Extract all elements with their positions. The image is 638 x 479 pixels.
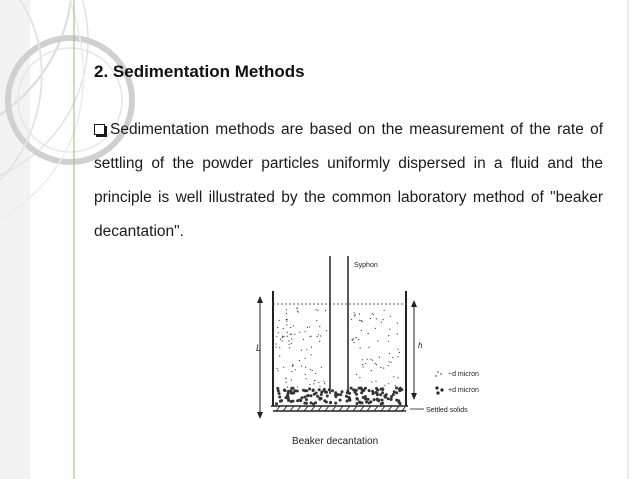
particle: [383, 319, 384, 320]
particle: [312, 389, 315, 392]
particle: [354, 312, 355, 313]
particle: [398, 356, 399, 357]
legend-small-label: ~d micron: [448, 371, 479, 378]
particle: [390, 398, 393, 401]
particle: [277, 389, 280, 392]
particle: [303, 402, 306, 405]
particle: [399, 352, 400, 353]
particle: [395, 385, 396, 386]
height-label: h: [418, 341, 423, 350]
particle: [324, 383, 325, 384]
particle: [292, 391, 295, 394]
particle: [275, 402, 278, 405]
particle: [334, 391, 337, 394]
particle: [286, 324, 287, 325]
particle: [297, 386, 298, 387]
particle: [321, 367, 322, 368]
particle: [294, 334, 295, 335]
particle: [282, 340, 283, 341]
particle: [310, 401, 313, 404]
particle: [289, 389, 292, 392]
particle: [287, 392, 290, 395]
particle: [348, 392, 351, 395]
particle: [317, 336, 318, 337]
particle: [354, 315, 355, 316]
particle: [346, 389, 349, 392]
particle: [305, 331, 306, 332]
particle: [359, 320, 360, 321]
particle: [316, 320, 317, 321]
particle: [373, 398, 376, 401]
particle: [352, 339, 353, 340]
particle: [305, 367, 306, 368]
particle: [306, 349, 307, 350]
particle: [292, 365, 293, 366]
particle: [316, 395, 319, 398]
arrow-up-icon: [411, 300, 417, 307]
particle: [383, 395, 386, 398]
particle: [301, 366, 302, 367]
particle: [398, 389, 401, 392]
particle: [395, 399, 398, 402]
particle: [325, 391, 328, 394]
particle: [310, 369, 311, 370]
particle: [315, 373, 316, 374]
particle: [356, 398, 359, 401]
particle: [306, 394, 309, 397]
particle: [289, 344, 290, 345]
particle: [291, 371, 292, 372]
particle: [355, 402, 358, 405]
particle: [372, 392, 375, 395]
particle: [392, 393, 395, 396]
particle: [307, 327, 308, 328]
particle: [283, 389, 286, 392]
particle: [299, 332, 300, 333]
particle: [314, 380, 315, 381]
particle: [278, 396, 281, 399]
particle: [279, 400, 282, 403]
particle: [319, 386, 320, 387]
particle: [323, 381, 324, 382]
particle: [296, 390, 299, 393]
particle: [288, 340, 289, 341]
particle: [305, 358, 306, 359]
particle: [375, 381, 376, 382]
particle: [326, 395, 329, 398]
particle: [389, 353, 390, 354]
particle: [305, 398, 308, 401]
particle: [303, 339, 304, 340]
particle: [284, 336, 285, 337]
particle: [276, 336, 277, 337]
particle: [350, 387, 353, 390]
particle: [282, 337, 283, 338]
particle: [380, 367, 381, 368]
particle: [362, 364, 363, 365]
particle: [384, 385, 385, 386]
particle: [311, 336, 312, 337]
particle: [355, 314, 356, 315]
particle: [390, 316, 391, 317]
particle: [275, 343, 276, 344]
particle: [395, 387, 398, 390]
particle: [377, 340, 378, 341]
particle: [389, 329, 390, 330]
particle: [311, 347, 312, 348]
particle: [319, 326, 320, 327]
particle: [326, 330, 327, 331]
particle: [375, 363, 376, 364]
particle: [371, 381, 372, 382]
particle: [358, 339, 359, 340]
particle: [339, 393, 342, 396]
particle: [341, 390, 344, 393]
particle: [325, 310, 326, 311]
particle: [309, 336, 310, 337]
particle: [351, 319, 352, 320]
particle: [359, 377, 360, 378]
particle: [361, 401, 364, 404]
particle: [280, 339, 281, 340]
particle: [308, 387, 311, 390]
particle: [290, 327, 291, 328]
particle: [375, 387, 378, 390]
particle: [362, 359, 363, 360]
particle: [376, 364, 377, 365]
particle: [291, 343, 292, 344]
particle: [328, 388, 331, 391]
particle: [365, 401, 368, 404]
particle: [397, 323, 398, 324]
particle: [277, 327, 278, 328]
particle: [318, 334, 319, 335]
particle: [285, 378, 286, 379]
particle: [397, 377, 398, 378]
particle: [276, 387, 279, 390]
particle: [305, 389, 308, 392]
particle: [278, 332, 279, 333]
particle: [286, 321, 287, 322]
particle: [287, 332, 288, 333]
length-label: L: [256, 343, 262, 353]
particle: [295, 369, 296, 370]
particle: [283, 328, 284, 329]
particle: [290, 387, 293, 390]
particle: [299, 360, 300, 361]
particle: [300, 396, 303, 399]
particle: [379, 388, 382, 391]
particle: [279, 355, 280, 356]
particle: [320, 335, 321, 336]
particle: [395, 391, 398, 394]
particle: [376, 398, 379, 401]
particle: [373, 314, 374, 315]
particle: [318, 388, 321, 391]
particle: [320, 393, 323, 396]
particle: [387, 397, 390, 400]
particle: [275, 346, 276, 347]
particle: [289, 347, 290, 348]
particle: [368, 389, 371, 392]
particle: [282, 336, 283, 337]
particle: [370, 318, 371, 319]
particle: [293, 325, 294, 326]
particle: [376, 318, 377, 319]
legend-large-label: +d micron: [448, 387, 479, 394]
particle: [331, 389, 334, 392]
particle: [368, 333, 369, 334]
particle: [383, 368, 384, 369]
particle: [384, 310, 385, 311]
particle: [278, 370, 279, 371]
particle: [334, 402, 337, 405]
particle: [313, 383, 314, 384]
particle: [309, 326, 310, 327]
particle: [339, 399, 342, 402]
particle: [306, 378, 307, 379]
arrow-down-icon: [411, 393, 417, 400]
particle: [391, 362, 392, 363]
particle: [314, 401, 317, 404]
particle: [368, 347, 369, 348]
particle: [376, 393, 379, 396]
particle: [320, 397, 323, 400]
particle: [381, 399, 384, 402]
particle: [381, 402, 384, 405]
particle: [286, 382, 287, 383]
particle: [364, 395, 367, 398]
particle: [397, 349, 398, 350]
particle: [286, 313, 287, 314]
slide-title: 2. Sedimentation Methods: [94, 62, 305, 81]
particle: [329, 401, 332, 404]
particle: [354, 342, 355, 343]
particle: [287, 336, 288, 337]
particle: [388, 383, 389, 384]
particle: [305, 374, 306, 375]
particle: [381, 322, 382, 323]
particle: [315, 309, 316, 310]
particle: [367, 359, 368, 360]
particle: [298, 399, 301, 402]
particle: [317, 310, 318, 311]
particle: [291, 379, 292, 380]
particle: [392, 357, 393, 358]
particle: [290, 334, 291, 335]
particle: [279, 320, 280, 321]
particle: [320, 391, 323, 394]
particle: [345, 395, 348, 398]
particle: [286, 319, 287, 320]
particle: [297, 308, 298, 309]
particle: [359, 314, 360, 315]
particle: [362, 389, 365, 392]
particle: [353, 338, 354, 339]
particle: [354, 391, 357, 394]
particle: [361, 321, 362, 322]
particle: [361, 330, 362, 331]
particle: [292, 364, 293, 365]
particle: [388, 335, 389, 336]
particle: [297, 310, 298, 311]
particle: [379, 357, 380, 358]
particle: [389, 361, 390, 362]
settled-solids-label: Settled solids: [426, 407, 468, 414]
particle: [325, 401, 328, 404]
particle: [291, 339, 292, 340]
particle: [372, 313, 373, 314]
particle: [370, 359, 371, 360]
syphon-label: Syphon: [354, 262, 378, 269]
particle: [302, 389, 305, 392]
particle: [388, 365, 389, 366]
particle: [360, 347, 361, 348]
particle: [298, 311, 299, 312]
particle: [311, 354, 312, 355]
particle: [287, 399, 290, 402]
particle: [287, 387, 288, 388]
particle: [337, 393, 340, 396]
particle: [372, 360, 373, 361]
particle: [367, 398, 370, 401]
particle: [397, 333, 398, 334]
particle: [356, 337, 357, 338]
particle: [312, 370, 313, 371]
particle: [277, 368, 278, 369]
particle: [286, 309, 287, 310]
checkbox-bullet-icon: [94, 124, 105, 135]
figure-caption: Beaker decantation: [292, 436, 379, 447]
particle: [279, 347, 280, 348]
particle: [388, 341, 389, 342]
particle: [291, 334, 292, 335]
particle: [393, 376, 394, 377]
beaker-decantation-figure: [238, 248, 479, 454]
particle: [379, 393, 382, 396]
particle: [318, 382, 319, 383]
particle: [310, 394, 313, 397]
particle: [278, 392, 281, 395]
particle: [360, 387, 363, 390]
particle: [356, 374, 357, 375]
particle: [309, 384, 310, 385]
particle: [363, 366, 364, 367]
arrow-up-icon: [257, 296, 263, 303]
particle: [399, 402, 402, 405]
particle: [348, 397, 351, 400]
particle: [315, 392, 318, 395]
particle: [365, 363, 366, 364]
paragraph-text: Sedimentation methods are based on the measurement of the rate of settling of the powder particles uniformly dispersed in a fluid and the principle is well illustrated by the common laboratory method of "beaker decantation".: [94, 121, 603, 240]
particle: [283, 367, 284, 368]
particle: [303, 396, 306, 399]
particle: [375, 328, 376, 329]
particle: [368, 401, 371, 404]
particle: [371, 370, 372, 371]
particle: [301, 350, 302, 351]
dispersed-particles: [275, 308, 403, 406]
arrow-down-icon: [257, 412, 263, 419]
bullet-paragraph: [94, 113, 603, 249]
particle: [292, 400, 295, 403]
particle: [319, 341, 320, 342]
